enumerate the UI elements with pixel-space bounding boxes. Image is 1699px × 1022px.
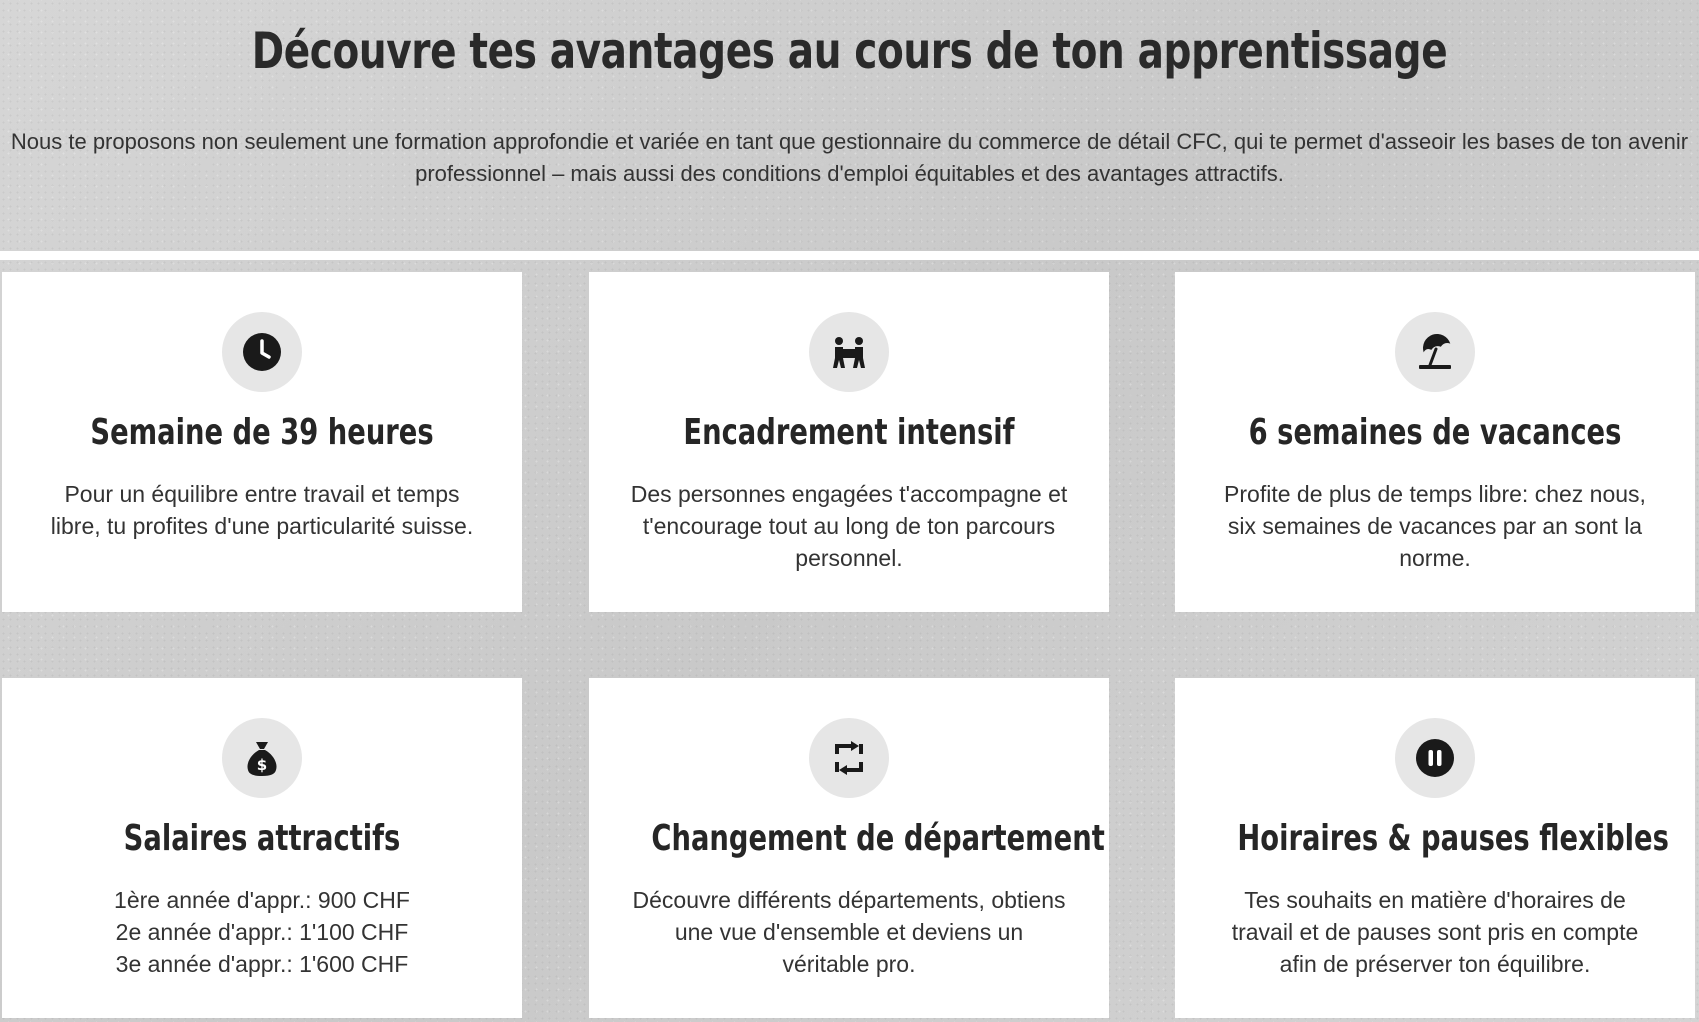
- refresh-icon: [809, 718, 889, 798]
- card-title: Salaires attractifs: [123, 818, 401, 859]
- benefit-card-working-hours: [2, 272, 522, 612]
- clock-icon: [222, 312, 302, 392]
- card-description: Pour un équilibre entre travail et temps libre, tu profites d'une particularité suisse.: [50, 481, 474, 539]
- intro-paragraph: Nous te proposons non seulement une formation approfondie et variée en tant que gestionnaire du commerce de détail CFC, qui te permet d'asseoir les bases de ton avenir professionnel – mais aussi des conditions d'emploi équitables et des avantages attractifs.: [10, 129, 1689, 186]
- card-description: Profite de plus de temps libre: chez nous, six semaines de vacances par an sont la norme.: [1224, 481, 1646, 571]
- people-support-icon: [809, 312, 889, 392]
- money-bag-icon: [222, 718, 302, 798]
- section-divider: [0, 251, 1699, 260]
- svg-text:$: $: [256, 756, 268, 774]
- page-title: Découvre tes avantages au cours de ton apprentissage: [251, 22, 1448, 80]
- card-description: Découvre différents départements, obtiens une vue d'ensemble et deviens un véritable pro.: [632, 887, 1066, 977]
- card-title: Hoiraires & pauses flexibles: [1237, 818, 1669, 859]
- card-description: Des personnes engagées t'accompagne et t'encourage tout au long de ton parcours personnel.: [630, 481, 1068, 571]
- card-description: Tes souhaits en matière d'horaires de travail et de pauses sont pris en compte afin de préserver ton équilibre.: [1231, 887, 1639, 977]
- card-title: Semaine de 39 heures: [90, 412, 434, 453]
- benefit-card-coaching: [589, 272, 1109, 612]
- benefit-card-vacation: [1175, 272, 1695, 612]
- card-title: Changement de département: [651, 818, 1105, 859]
- card-title: Encadrement intensif: [683, 412, 1015, 453]
- pause-icon: [1395, 718, 1475, 798]
- card-description: 1ère année d'appr.: 900 CHF 2e année d'appr.: 1'100 CHF 3e année d'appr.: 1'600 CHF: [114, 887, 410, 977]
- hero-section: [0, 0, 1699, 250]
- benefit-card-department-change: [589, 678, 1109, 1018]
- benefit-card-salary: [2, 678, 522, 1018]
- card-title: 6 semaines de vacances: [1248, 412, 1622, 453]
- benefit-card-flexible-hours: [1175, 678, 1695, 1018]
- beach-umbrella-icon: [1395, 312, 1475, 392]
